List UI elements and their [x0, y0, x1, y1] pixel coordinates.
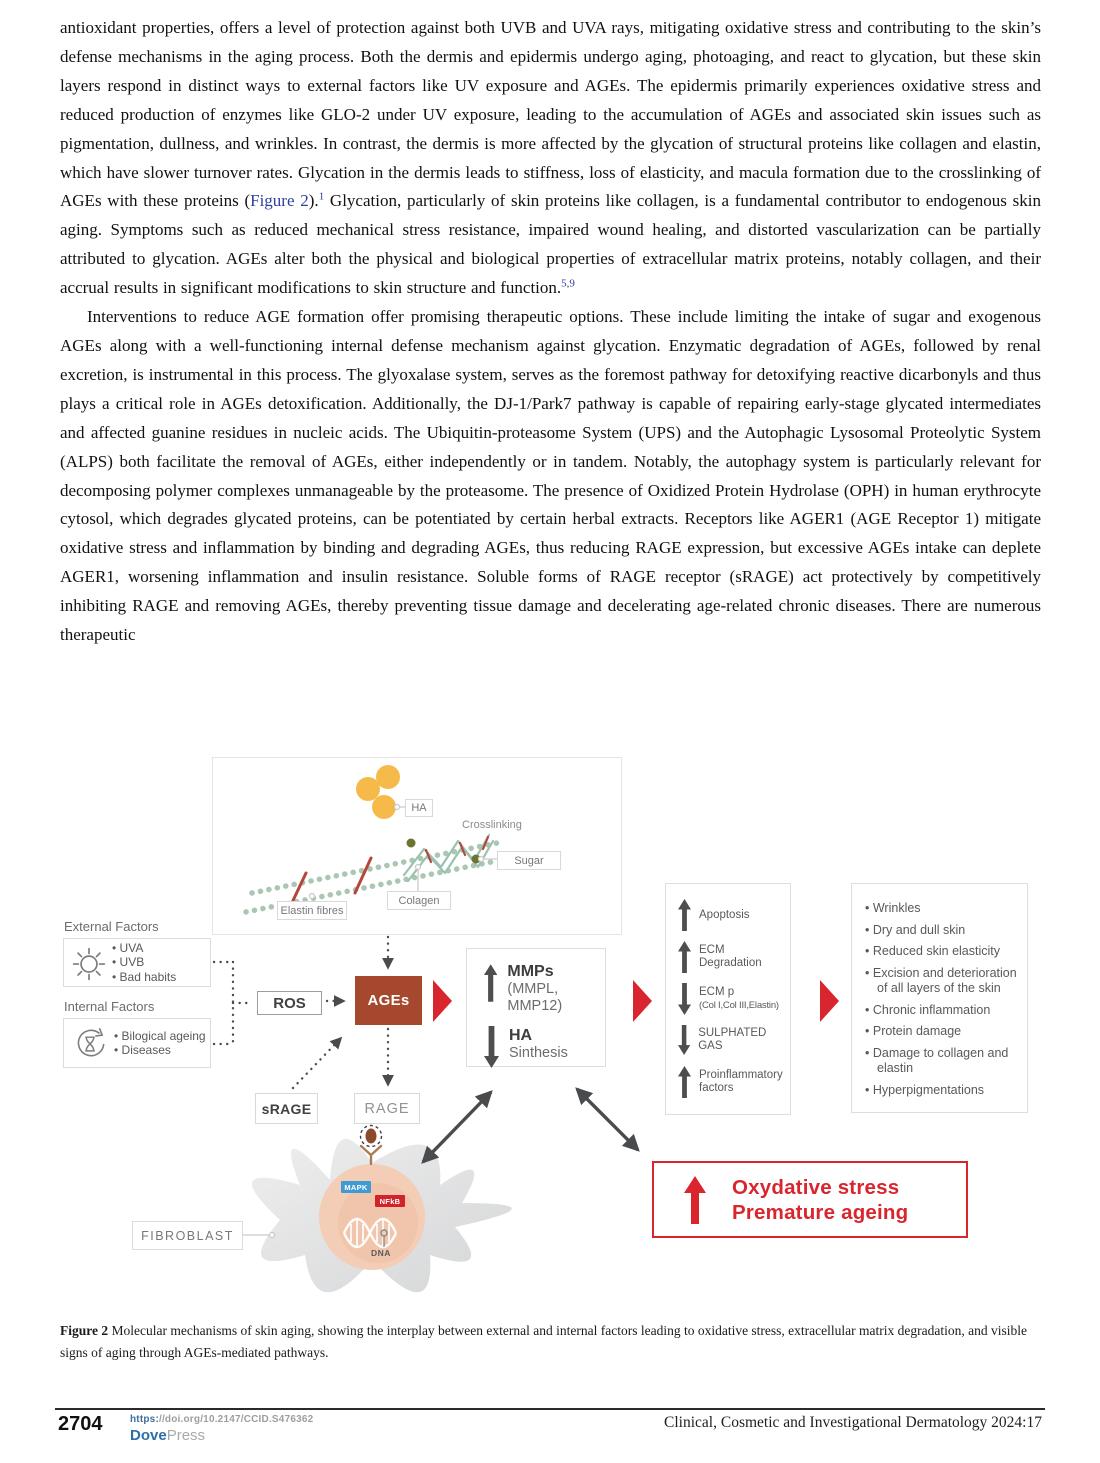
- effect-row: [678, 983, 788, 1015]
- internal-factors-heading: Internal Factors: [64, 999, 155, 1014]
- effect-label: ECM: [699, 943, 725, 956]
- external-item: • UVB: [112, 955, 176, 970]
- ecm-effects-panel: [665, 883, 791, 1115]
- citation-5-9[interactable]: 5,9: [561, 277, 575, 290]
- external-item: • Bad habits: [112, 970, 176, 985]
- p1-pre: antioxidant properties, offers a level of protection against both UVB and UVA rays, mitigating oxidative stress and contributing to the skin’s defense mechanisms in the aging process. Both the dermis and epidermis undergo aging, photoaging, and react to glycation, but these skin layers respond in distinct ways to external factors like UV exposure and AGEs. The epidermis primarily experiences oxidative stress and reduced production of enzymes like GLO-2 under UV exposure, leading to the accumulation of AGEs and associated skin issues such as pigmentation, dullness, and wrinkles. In contrast, the dermis is more affected by the glycation of structural proteins like collagen and elastin, which have slower turnover rates. Glycation in the dermis leads to stiffness, loss of elasticity, and macula formation due to the crosslinking of AGEs with these proteins (: [60, 18, 1041, 211]
- rage-box: RAGE: [354, 1093, 420, 1124]
- mmp-sub: (MMPL, MMP12): [507, 981, 563, 1014]
- up-arrow-icon: [678, 899, 691, 931]
- paragraph-2: Interventions to reduce AGE formation offer promising therapeutic options. These include limiting the intake of sugar and exogenous AGEs along with a well-functioning internal defense mechanism against glycation. Enzymatic degradation of AGEs, followed by renal excretion, is instrumental in this process. The glyoxalase system, serves as the foremost pathway for detoxifying reactive dicarbonyls and thus plays a critical role in AGEs detoxification. Additionally, the DJ-1/Park7 pathway is capable of repairing early-stage glycated intermediates and affected guanine residues in nucleic acids. The Ubiquitin-proteasome System (UPS) and the Autophagic Lysosomal Proteolytic System (ALPS) both facilitate the removal of AGEs, either independently or in tandem. Notably, the autophagy system is particularly relevant for decomposing polymer complexes unmanageable by the proteasome. The presence of Oxidized Protein Hydrolase (OPH) in human erythrocyte cytosol, which degrades glycated proteins, can be potentiated by certain herbal extracts. Receptors like AGER1 (AGE Receptor 1) mitigate oxidative stress and inflammation by binding and degrading AGEs, thus reducing RAGE expression, but excessive AGEs intake can deplete AGER1, worsening inflammation and insulin resistance. Soluble forms of RAGE receptor (sRAGE) act protectively by competitively inhibiting RAGE and removing AGEs, thereby preventing tissue damage and decelerating age-related chronic diseases. There are numerous therapeutic: [60, 307, 1041, 645]
- effect-label: SULPHATED GAS: [698, 1027, 767, 1053]
- p1-rest: Glycation, particularly of skin proteins like collagen, is a fundamental contributor to endogenous skin aging. Symptoms such as reduced mechanical stress resistance, impaired wound healing, and distorted vascularization can be partially attributed to glycation. AGEs alter both the physical and biological properties of extracellular matrix proteins, notably collagen, and their accrual results in significant modifications to skin structure and function.: [60, 191, 1042, 298]
- fibroblast-cell-shape: [252, 1139, 512, 1293]
- caption-label: Figure 2: [60, 1323, 109, 1338]
- brand-light: Press: [166, 1427, 206, 1444]
- dna-pin: [381, 1230, 387, 1236]
- dna-label: DNA: [371, 1248, 391, 1258]
- down-arrow-icon: [484, 1026, 499, 1068]
- flow-triangle: [820, 980, 839, 1022]
- sugar-label: Sugar: [497, 851, 561, 870]
- internal-item: • Bilogical ageing: [114, 1029, 206, 1044]
- footer-rule: [55, 1408, 1045, 1410]
- red-up-arrow-icon: [684, 1176, 706, 1224]
- crosslinking-label: Crosslinking: [462, 819, 522, 831]
- ages-box: AGEs: [355, 976, 422, 1025]
- ha-title: HA: [509, 1027, 533, 1044]
- caption-text: Molecular mechanisms of skin aging, showing the interplay between external and internal factors leading to oxidative stress, extracellular matrix degradation, and visible signs of aging through AGEs-mediated pathways.: [60, 1323, 1027, 1360]
- outcome-item: • Protein damage: [865, 1024, 1021, 1040]
- external-item: • UVA: [112, 941, 176, 956]
- page-number: 2704: [58, 1413, 103, 1435]
- doi-path: //doi.org/10.2147/CCID.S476362: [158, 1414, 314, 1425]
- effect-label: (Col I,Col III,Elastin): [699, 999, 779, 1011]
- effect-label: Apoptosis: [699, 908, 750, 921]
- skin-outcomes-panel: [851, 883, 1028, 1113]
- mmp-title: MMPs: [507, 963, 554, 980]
- article-body: [60, 14, 1041, 650]
- figure-caption: [60, 1320, 1045, 1364]
- figure-2-diagram: [0, 755, 1100, 1317]
- effect-label: factors: [699, 1082, 734, 1094]
- journal-reference: Clinical, Cosmetic and Investigational Dermatology 2024:17: [664, 1414, 1042, 1431]
- doi-link[interactable]: [130, 1414, 313, 1425]
- effect-row: [678, 1024, 788, 1056]
- outcome-item: • Damage to collagen and elastin: [865, 1046, 1021, 1077]
- figure-2-link[interactable]: Figure 2: [250, 191, 309, 211]
- up-arrow-icon: [678, 1066, 691, 1098]
- down-arrow-icon: [678, 1024, 690, 1056]
- outcome-item: • Dry and dull skin: [865, 923, 1021, 939]
- ha-molecules: [356, 765, 400, 819]
- mmp-ha-box: [466, 948, 606, 1067]
- sun-icon: [71, 945, 107, 981]
- internal-factors-box: [63, 1018, 211, 1068]
- double-arrows: [423, 1089, 638, 1162]
- flow-triangle: [633, 980, 652, 1022]
- external-factors-box: [63, 938, 211, 987]
- doi-scheme: https:: [130, 1414, 159, 1425]
- outcome-item: • Reduced skin elasticity: [865, 944, 1021, 960]
- outcome-item: • Hyperpigmentations: [865, 1083, 1021, 1099]
- outcome-item: • Excision and deterioration of all layers of the skin: [865, 966, 1021, 997]
- fibroblast-label: FIBROBLAST: [132, 1221, 243, 1250]
- elastin-fibres-label: Elastin fibres: [277, 901, 347, 920]
- ageing-cycle-icon: [71, 1024, 109, 1062]
- dovepress-logo[interactable]: [130, 1427, 205, 1444]
- p1-afterlink: ).: [308, 191, 319, 211]
- effect-label: Proinflammatory: [699, 1069, 783, 1081]
- effect-row: [678, 941, 788, 973]
- effect-row: [678, 1066, 788, 1098]
- up-arrow-icon: [678, 941, 691, 973]
- external-factors-heading: External Factors: [64, 919, 159, 934]
- flow-triangle: [433, 980, 452, 1022]
- oxidative-stress-box: [652, 1161, 968, 1238]
- citation-1[interactable]: 1: [318, 190, 325, 203]
- outcome-item: • Wrinkles: [865, 901, 1021, 917]
- effect-label: Degradation: [699, 956, 762, 969]
- mapk-badge: MAPK: [341, 1181, 371, 1193]
- collagen-label: Colagen: [387, 891, 451, 910]
- outcome-item: • Chronic inflammation: [865, 1003, 1021, 1019]
- ros-box: ROS: [257, 991, 322, 1015]
- paragraph-1: [60, 14, 1041, 303]
- srage-box: sRAGE: [255, 1093, 318, 1124]
- sugar-dot: [407, 839, 416, 848]
- up-arrow-icon: [484, 962, 497, 1004]
- effect-row: [678, 899, 788, 931]
- nfkb-badge: NFkB: [375, 1195, 405, 1207]
- brand-bold: Dove: [130, 1427, 167, 1444]
- down-arrow-icon: [678, 983, 691, 1015]
- stress-line2: Premature ageing: [732, 1200, 909, 1224]
- ha-sub: Sinthesis: [509, 1045, 568, 1061]
- internal-item: • Diseases: [114, 1043, 206, 1058]
- ha-label: HA: [405, 799, 433, 817]
- effect-label: ECM p: [699, 985, 735, 998]
- stress-line1: Oxydative stress: [732, 1175, 900, 1199]
